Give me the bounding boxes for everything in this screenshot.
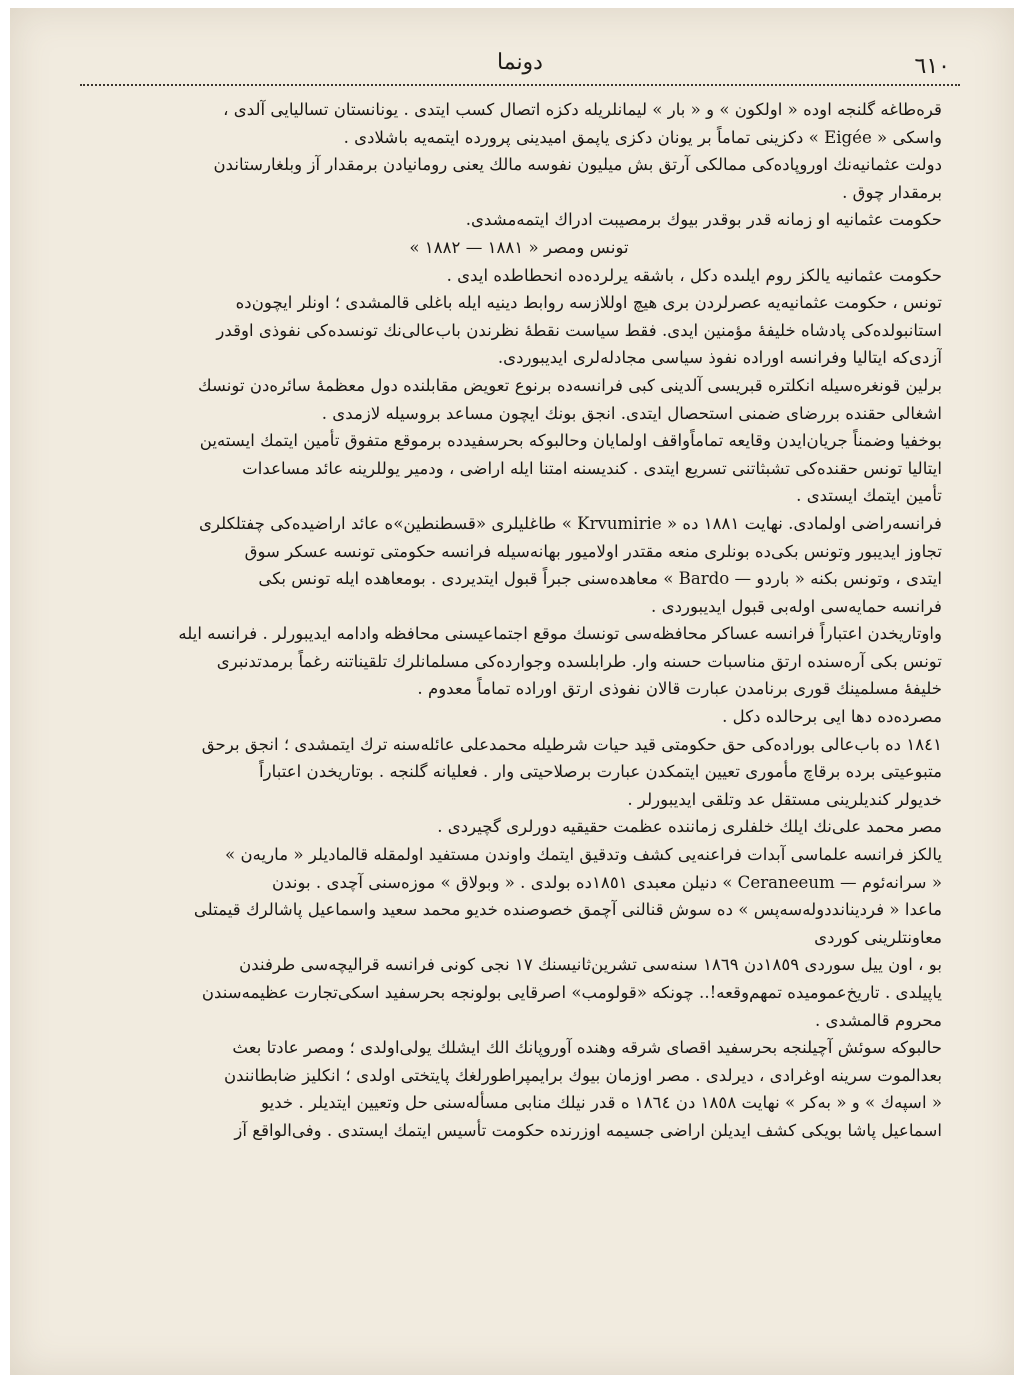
text-line: ١٨٤١ ده باب‌عالى بوراده‌كى حق حكومتى قيد حيات شرطيله محمدعلى عائله‌سنه ترك ايتمشدى ؛ انجق برحق — [201, 734, 942, 754]
text-line: تونس بكى آره‌سنده ارتق مناسبات حسنه وار. طرابلسده وجوارده‌كى مسلمانلرك تلقيناتنه رغماً برمدتدنبرى — [216, 651, 942, 671]
text-line: تجاوز ايديبور وتونس بكى‌ده بونلرى منعه مقتدر اولاميور بهانه‌سيله فرانسه حكومتى تونسه عسكر سوق — [244, 541, 942, 561]
text-line: ايتاليا تونس حقنده‌كى تشبثاتنى تسريع ايتدى . كنديسنه امتنا ايله اراضى ، ودمير يوللرينه عائد مساعدات — [242, 458, 942, 478]
text-line: فرانسه‌راضى اولمادى. نهايت ١٨٨١ ده « Krvumirie » طاغليلرى «قسطنطين»ه عائد اراضيده‌كى چفتلكلرى — [198, 513, 942, 533]
text-line: خليفهٔ مسلمينك قورى برنامدن عبارت قالان نفوذى ارتق اوراده تماماً معدوم . — [417, 679, 942, 699]
text-line: حكومت عثمانيه او زمانه قدر بوقدر بيوك برمصيبت ادراك ايتمه‌مشدى. — [465, 210, 942, 230]
header-divider — [80, 84, 960, 86]
text-line: قره‌طاغه گلنجه اوده « اولكون » و « بار » ليمانلريله دكزه اتصال كسب ايتدى . يونانستان تساليايى آلدى ، — [223, 100, 942, 119]
text-line: « اسپه‌ك » و « بەكر » نهايت ١٨٥٨ دن ١٨٦٤ ه قدر نيلك منابى مسأله‌سنى حل وتعيين ايتديلر . خديو — [261, 1093, 942, 1113]
body-text — [96, 96, 942, 1145]
text-line: آزدى‌كه ايتاليا وفرانسه اوراده نفوذ سياسى مجادله‌لرى ايديبوردى. — [497, 348, 942, 368]
book-page — [10, 8, 1014, 1375]
text-line: ماعدا « فردينانددولەسەپس » ده سوش قنالنى آچمق خصوصنده خديو محمد سعيد واسماعيل پاشالرك قيمتلى — [193, 900, 942, 920]
text-line: محروم قالمشدى . — [814, 1010, 942, 1030]
text-line: ايتدى ، وتونس بكنه « باردو — Bardo » معاهده‌سنى جبراً قبول ايتديردى . بومعاهده ايله تونس بكى — [258, 569, 942, 589]
text-line: بو ، اون ييل سوردى ١٨٥٩دن ١٨٦٩ سنه‌سى تشرين‌ثانيسنك ١٧ نجى كونى فرانسه قراليچه‌سى طرفندن — [239, 955, 942, 975]
text-line: تأمين ايتمك ايستدى . — [796, 486, 942, 506]
text-line: حالبوكه سوئش آچيلنجه بحرسفيد اقصاى شرقه وهنده آوروپانك الك ايشلك يولى‌اولدى ؛ ومصر عادتا بعث — [232, 1038, 942, 1058]
page-number: ٦١٠ — [914, 54, 950, 79]
text-line: اسماعيل پاشا بويكى كشف ايديلن اراضى جسيمه اوزرنده حكومت تأسيس ايتمك ايستدى . وفى‌الواقع آز — [234, 1120, 942, 1140]
text-line: دولت عثمانيه‌نك اوروپاده‌كى ممالكى آرتق بش ميليون نفوسه مالك يعنى رومانيادن برمقدار آز وبلغارستاندن — [213, 155, 942, 175]
text-line: فرانسه حمايه‌سى اوله‌بى قبول ايديبوردى . — [651, 596, 942, 616]
text-line: واسكى « Eigée » دكزينى تماماً بر يونان دكزى ياپمق اميدينى پرورده ايتمه‌يه باشلادى . — [343, 127, 942, 147]
section-heading: تونس ومصر « ١٨٨١ — ١٨٨٢ » — [409, 237, 629, 257]
text-line: حكومت عثمانيه يالكز روم ايلىده دكل ، باشقه يرلرده‌ده انحطاطده ايدى . — [446, 265, 942, 285]
text-line: خديولر كنديلرينى مستقل عد وتلقى ايديبورلر . — [627, 789, 942, 809]
text-line: « سرانەئوم — Ceraneeum » دنيلن معبدى ١٨٥١ده بولدى . « وبولاق » موزه‌سنى آچدى . بوندن — [271, 872, 942, 892]
text-line: اشغالى حقنده بررضاى ضمنى استحصال ايتدى. انجق بونك ايچون مساعد بروسيله لازمدى . — [321, 403, 942, 423]
running-title: دونما — [497, 50, 543, 75]
text-line: برمقدار چوق . — [842, 182, 942, 202]
text-line: مصرده‌ده دها ايى برحالده دكل . — [722, 707, 942, 727]
text-line: بعدالموت سرينه اوغرادى ، ديرلدى . مصر اوزمان بيوك برايمپراطورلغك پايتختى اولدى ؛ انكليز ضابطانندن — [224, 1065, 942, 1085]
text-line: تونس ، حكومت عثمانيه‌يه عصرلردن برى هيچ اوللازسه روابط دينيه ايله باغلى قالمشدى ؛ اونلر ايچون‌ده — [235, 293, 942, 313]
text-line: برلين قونغره‌سيله انكلتره قبريسى آلدينى كبى فرانسه‌ده برنوع تعويض مقابلنده دول معظمهٔ سائره‌دن تونسك — [197, 375, 942, 395]
page-header — [80, 46, 960, 86]
text-line: متبوعيتى برده برقاچ مأمورى تعيين ايتمكدن عبارت برصلاحيتى وار . فعليانه گلنجه . بوتاريخدن اعتباراً — [259, 762, 942, 782]
text-line: بوخفيا وضمناً جريان‌ايدن وقايعه تماماًواقف اولمايان وحالبوكه بحرسفيدده برموقع متفوق تأمين ايتمك ايسته‌ين — [199, 431, 942, 451]
text-line: مصر محمد على‌نك ايلك خلفلرى زماننده عظمت حقيقيه دورلرى گچيردى . — [437, 817, 942, 837]
text-line: ياپيلدى . تاريخ‌عمومیده تمهم‌وقعه!.. چونكه «قولومب» اصرقايى بولونجه بحرسفيد اسكى‌تجارت عظيمه‌سندن — [201, 983, 942, 1002]
text-line: استانبولده‌كى پادشاه خليفهٔ مؤمنين ايدى. فقط سياست نقطهٔ نظرندن باب‌عالى‌نك تونسده‌كى نفوذى اوقدر — [216, 320, 942, 340]
text-line: يالكز فرانسه علماسى آبدات فراعنه‌يى كشف وتدقيق ايتمك واوندن مستفيد اولمقله قالماديلر « ماريەن » — [225, 845, 942, 865]
text-line: واوتاريخدن اعتباراً فرانسه عساكر محافظه‌سى تونسك موقع اجتماعيسنى محافظه وادامه ايديبورلر . فرانسه ايله — [178, 624, 942, 644]
text-line: معاونتلرينى كوردى — [814, 927, 942, 947]
